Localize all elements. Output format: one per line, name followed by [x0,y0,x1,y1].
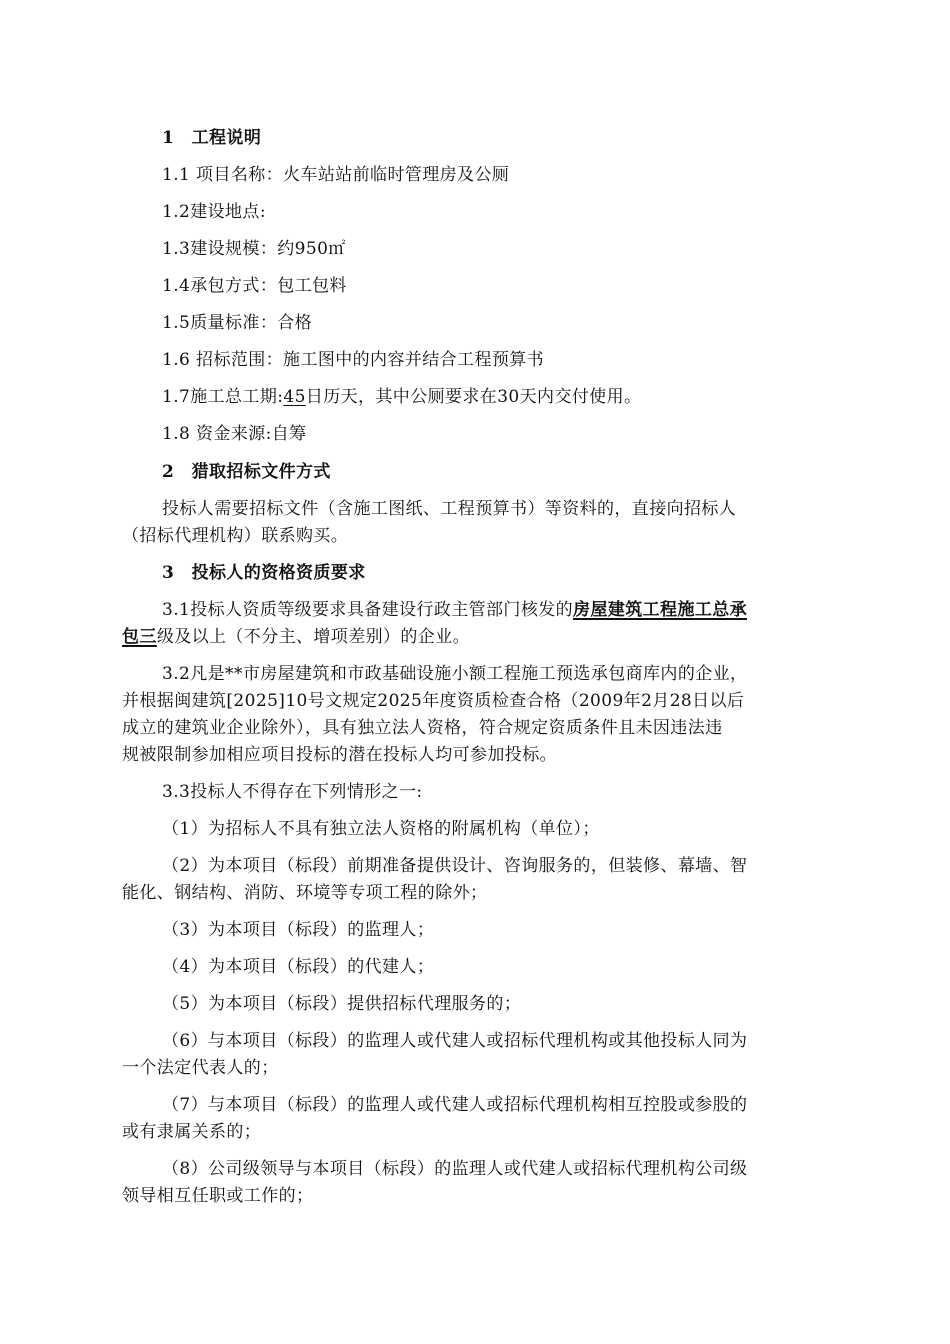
item-3-2-line-4: 规被限制参加相应项目投标的潜在投标人均可参加投标。 [122,745,557,765]
item-3-2-line-3: 成立的建筑业企业除外），具有独立法人资格，符合规定资质条件且未因违法违 [122,718,723,738]
qualification-requirement: 房屋建筑工程施工总承 [573,600,748,620]
section-3-heading: 3 投标人的资格资质要求 [162,563,366,583]
item-3-1-line-2 [122,625,470,649]
item-3-1-prefix: 3.1投标人资质等级要求具备建设行政主管部门核发的 [162,600,574,620]
item-1-7-prefix: 1.7施工总工期: [162,387,284,407]
condition-2-line-2: 能化、钢结构、消防、环境等专项工程的除外； [122,883,488,903]
item-1-8: 1.8 资金来源:自筹 [162,424,307,444]
item-1-7 [162,385,641,409]
item-1-7-suffix: 日历天，其中公厕要求在30天内交付使用。 [305,387,642,407]
qualification-grade: 包三 [122,627,157,647]
condition-3: （3）为本项目（标段）的监理人； [162,920,435,940]
condition-8-line-1: （8）公司级领导与本项目（标段）的监理人或代建人或招标代理机构公司级 [162,1159,748,1179]
section-1-heading: 1 工程说明 [162,128,262,148]
condition-6-line-2: 一个法定代表人的； [122,1058,279,1078]
item-3-1-line-1 [162,598,747,622]
item-3-3: 3.3投标人不得存在下列情形之一: [162,782,423,802]
section-2-heading: 2 猎取招标文件方式 [162,462,331,482]
item-1-3: 1.3建设规模：约950㎡ [162,239,346,259]
condition-1: （1）为招标人不具有独立法人资格的附属机构（单位）； [162,819,600,839]
condition-7-line-1: （7）与本项目（标段）的监理人或代建人或招标代理机构相互控股或参股的 [162,1095,748,1115]
condition-7-line-2: 或有隶属关系的； [122,1122,262,1142]
item-3-1-suffix: 级及以上（不分主、增项差别）的企业。 [156,627,471,647]
item-3-2-line-2: 并根据闽建筑[2025]10号文规定2025年度资质检查合格（2009年2月28日以后 [122,691,745,711]
condition-8-line-2: 领导相互任职或工作的； [122,1186,314,1206]
condition-2-line-1: （2）为本项目（标段）前期准备提供设计、咨询服务的，但装修、幕墙、智 [162,856,748,876]
item-1-1: 1.1 项目名称：火车站站前临时管理房及公厕 [162,165,510,185]
item-3-2-line-1: 3.2凡是**市房屋建筑和市政基础设施小额工程施工预选承包商库内的企业， [162,664,748,684]
condition-6-line-1: （6）与本项目（标段）的监理人或代建人或招标代理机构或其他投标人同为 [162,1031,748,1051]
item-1-2: 1.2建设地点: [162,202,266,222]
section-2-paragraph-line-2: （招标代理机构）联系购买。 [122,526,349,546]
item-1-4: 1.4承包方式：包工包料 [162,276,347,296]
construction-days: 45 [283,387,306,407]
condition-4: （4）为本项目（标段）的代建人； [162,957,435,977]
item-1-6: 1.6 招标范围：施工图中的内容并结合工程预算书 [162,350,545,370]
condition-5: （5）为本项目（标段）提供招标代理服务的； [162,994,522,1014]
section-2-paragraph-line-1: 投标人需要招标文件（含施工图纸、工程预算书）等资料的，直接向招标人 [162,499,737,519]
item-1-5: 1.5质量标准：合格 [162,313,313,333]
